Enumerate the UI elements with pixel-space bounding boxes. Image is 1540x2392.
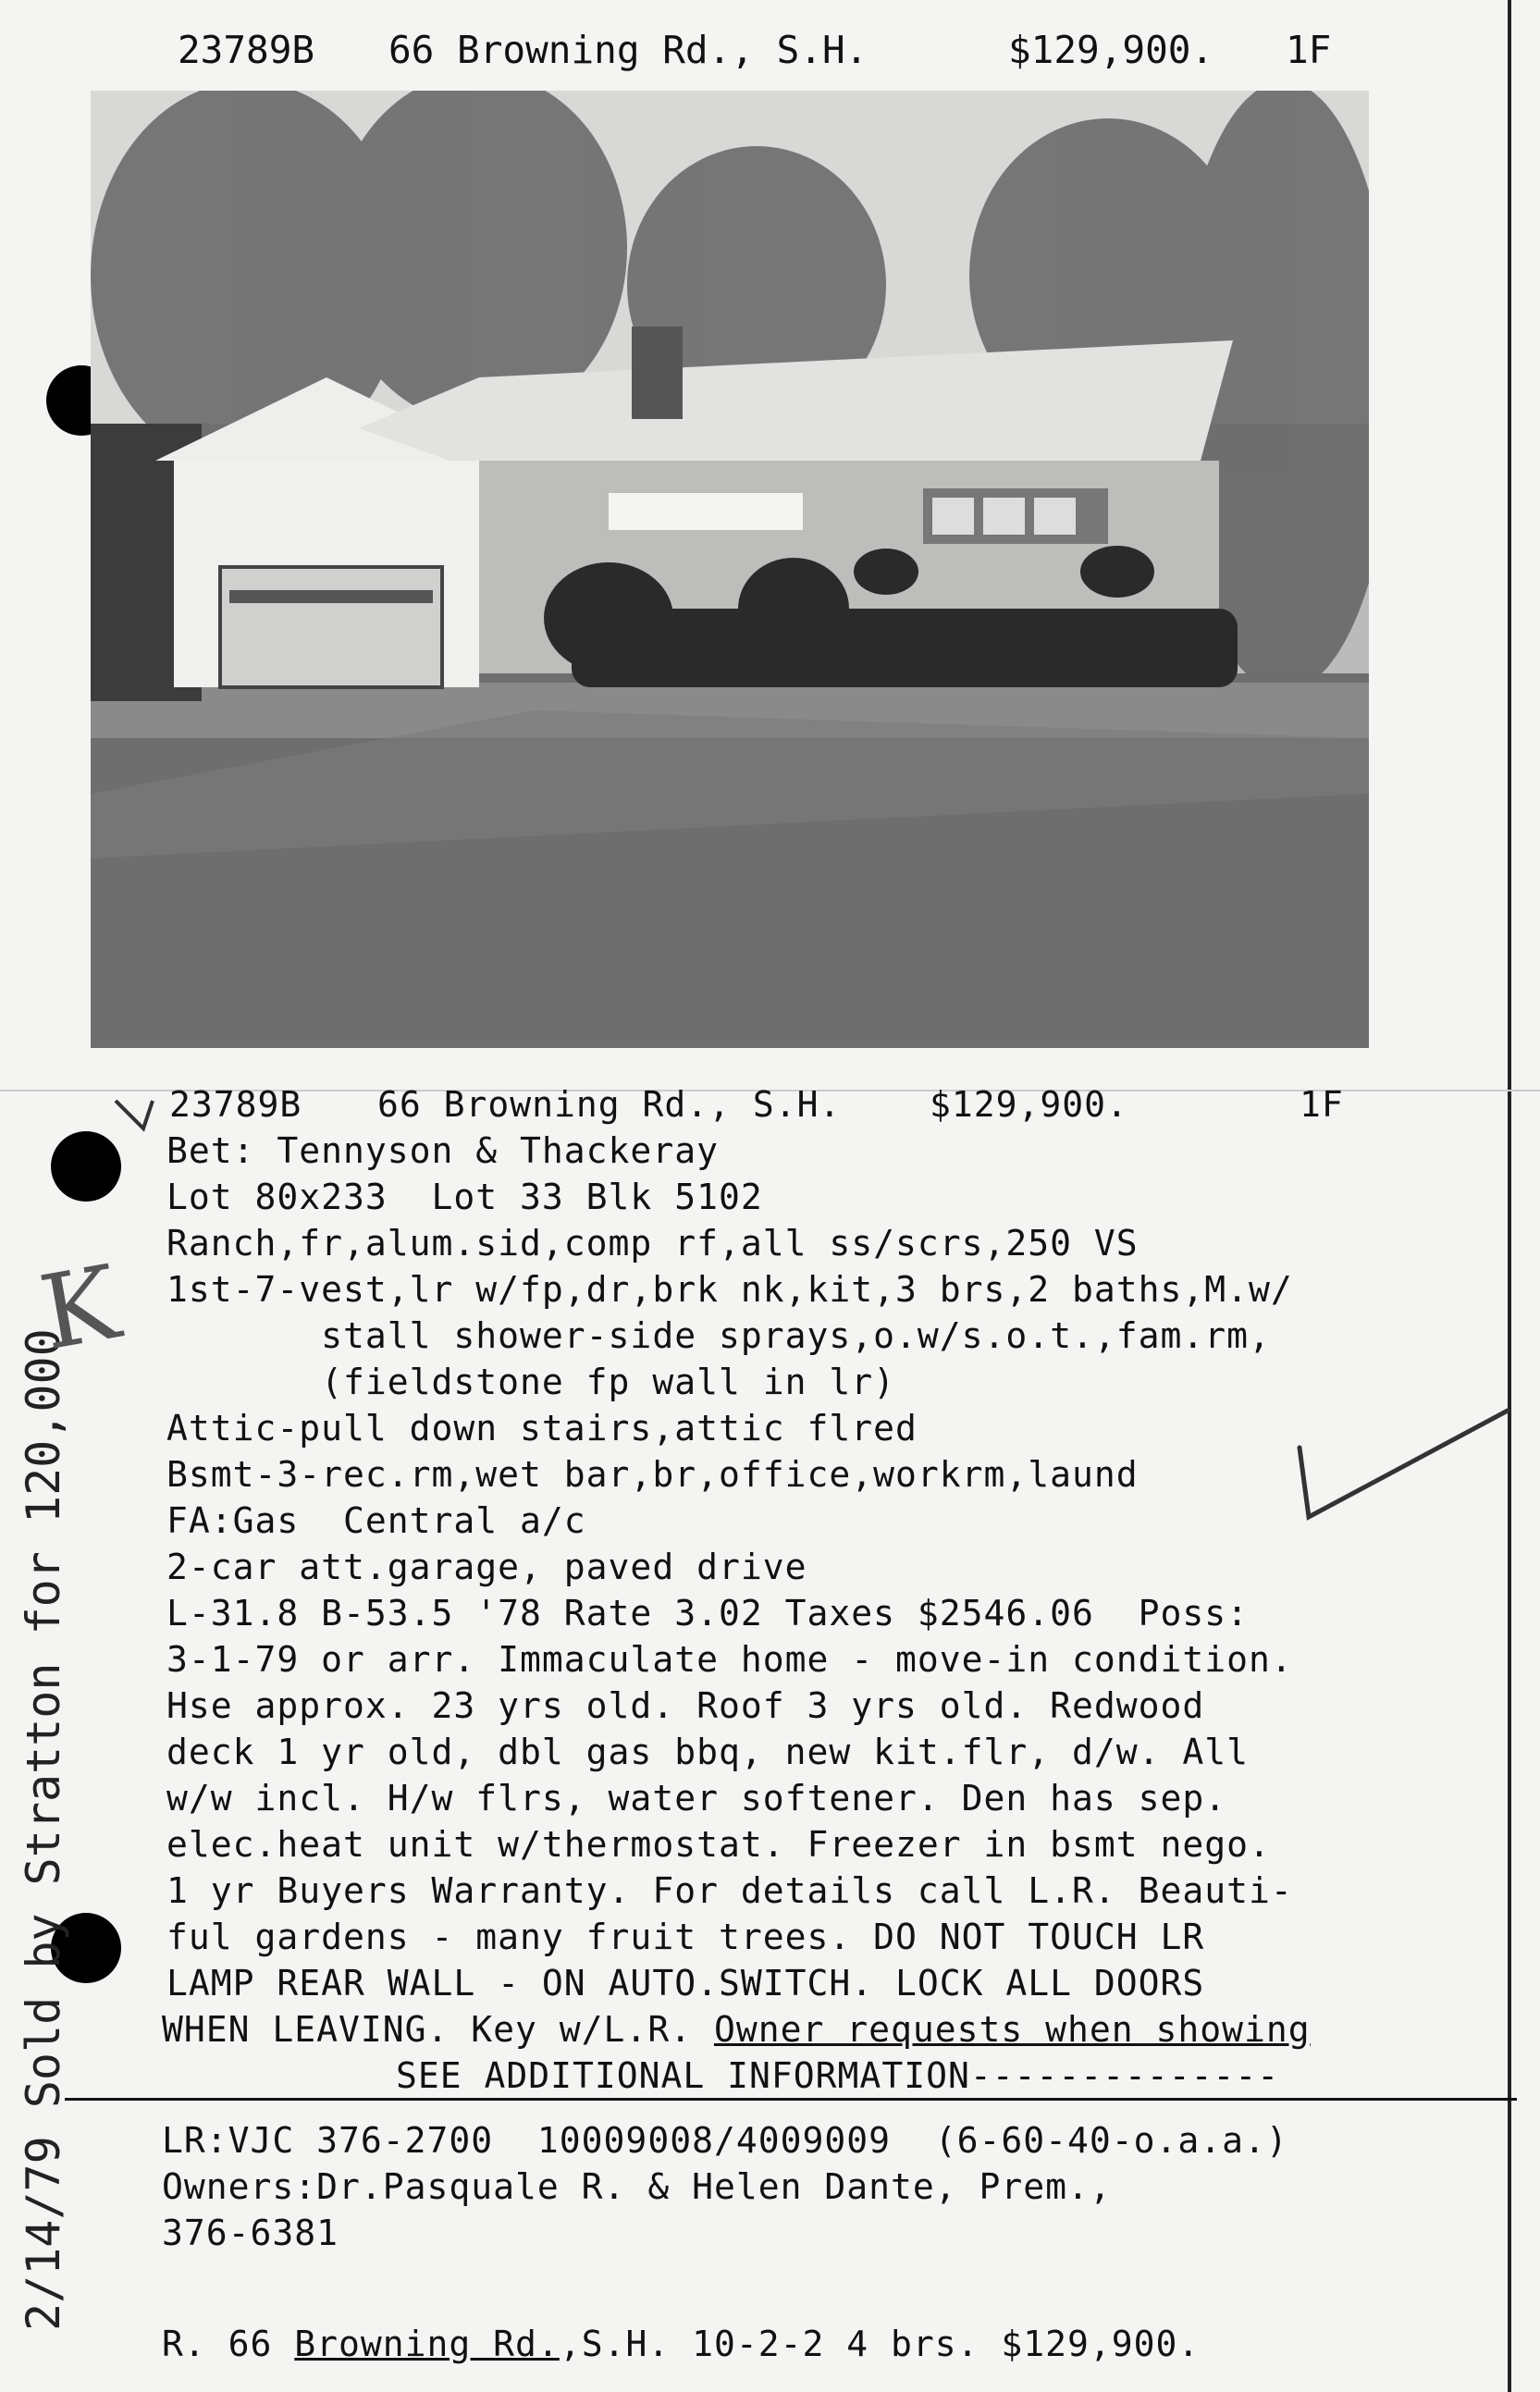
listing-line: 2-car att.garage, paved drive — [166, 1547, 807, 1587]
listing-line: 3-1-79 or arr. Immaculate home - move-in condition. — [166, 1639, 1293, 1680]
listing-line: 1st-7-vest,lr w/fp,dr,brk nk,kit,3 brs,2 baths,M.w/ — [166, 1269, 1293, 1310]
listing-line: Lot 80x233 Lot 33 Blk 5102 — [166, 1177, 763, 1217]
listing-line: L-31.8 B-53.5 '78 Rate 3.02 Taxes $2546.06 Poss: — [166, 1593, 1250, 1634]
owners-line: Owners:Dr.Pasquale R. & Helen Dante, Prem., — [162, 2166, 1112, 2207]
header-listing-no: 23789B — [178, 28, 315, 72]
listing-line: Hse approx. 23 yrs old. Roof 3 yrs old. Redwood — [166, 1685, 1205, 1726]
last-line-text: WHEN LEAVING. Key w/L.R. — [162, 2009, 714, 2050]
divider-rule — [65, 2098, 1517, 2101]
sold-handwritten-note: 2/14/79 Sold by Stratton for 120,000 — [17, 1328, 70, 2331]
see-additional-info: SEE ADDITIONAL INFORMATION-------------- — [396, 2055, 1280, 2096]
punch-hole-middle — [51, 1131, 121, 1202]
summary-prefix: R. 66 — [162, 2324, 295, 2364]
header-address: 66 Browning Rd., S.H. — [388, 28, 869, 72]
handwritten-k-mark: K — [31, 1242, 128, 1374]
listing-line: Bet: Tennyson & Thackeray — [166, 1130, 719, 1171]
checkmark-icon — [1286, 1397, 1517, 1535]
listing-line: deck 1 yr old, dbl gas bbq, new kit.flr, d/w. All — [166, 1732, 1250, 1772]
listing-line: elec.heat unit w/thermostat. Freezer in bsmt nego. — [166, 1824, 1271, 1865]
listing-last-line — [162, 2009, 1311, 2050]
listing-line: ful gardens - many fruit trees. DO NOT TOUCH LR — [166, 1917, 1205, 1957]
listing-line: Attic-pull down stairs,attic flred — [166, 1408, 918, 1449]
listing-line: (fieldstone fp wall in lr) — [166, 1362, 895, 1402]
summary-line — [162, 2324, 1200, 2364]
lr-line: LR:VJC 376-2700 10009008/4009009 (6-60-40-o.a.a.) — [162, 2120, 1288, 2161]
listing-address: 66 Browning Rd., S.H. — [377, 1084, 842, 1125]
summary-street: Browning Rd. — [294, 2324, 560, 2364]
listing-line: 1 yr Buyers Warranty. For details call L.R. Beauti- — [166, 1870, 1293, 1911]
listing-line: LAMP REAR WALL - ON AUTO.SWITCH. LOCK ALL DOORS — [166, 1963, 1205, 2004]
listing-code: 1F — [1300, 1084, 1344, 1125]
listing-line: Ranch,fr,alum.sid,comp rf,all ss/scrs,250 VS — [166, 1223, 1139, 1264]
listing-line: w/w incl. H/w flrs, water softener. Den has sep. — [166, 1778, 1227, 1819]
listing-line: Bsmt-3-rec.rm,wet bar,br,office,workrm,laund — [166, 1454, 1139, 1495]
summary-rest: ,S.H. 10-2-2 4 brs. $129,900. — [559, 2324, 1201, 2364]
listing-no: 23789B — [169, 1084, 302, 1125]
listing-line: FA:Gas Central a/c — [166, 1500, 586, 1541]
tick-mark-icon — [111, 1091, 166, 1138]
owner-requests-note: Owner requests when showing — [713, 2009, 1311, 2050]
card-right-edge — [1508, 0, 1511, 2392]
owners-phone: 376-6381 — [162, 2213, 339, 2253]
header-code: 1F — [1286, 28, 1332, 72]
listing-price: $129,900. — [930, 1084, 1128, 1125]
house-photo-icon — [91, 91, 1369, 1048]
header-price: $129,900. — [1008, 28, 1214, 72]
listing-line: stall shower-side sprays,o.w/s.o.t.,fam.rm, — [166, 1315, 1271, 1356]
house-photo — [91, 91, 1369, 1048]
